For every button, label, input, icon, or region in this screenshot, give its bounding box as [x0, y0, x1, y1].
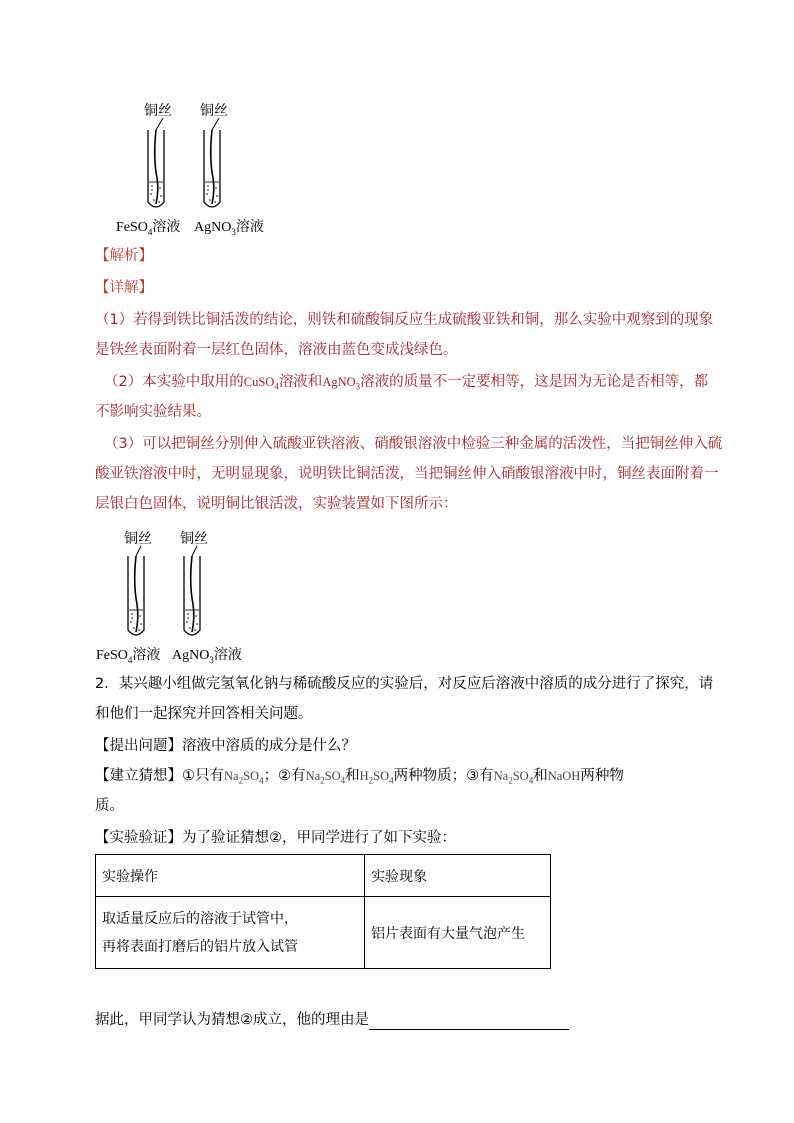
table-cell-operation — [96, 897, 365, 969]
raise-question: 【提出问题】溶液中溶质的成分是什么？ — [95, 738, 356, 754]
tube-label-right: AgNO$_3$溶液 — [194, 220, 264, 237]
wire-label-left: 铜丝 — [144, 103, 172, 119]
table-cell-observation: 铝片表面有大量气泡产生 — [365, 897, 551, 969]
experiment-table — [95, 854, 551, 969]
tube-label-right: AgNO$_3$溶液 — [172, 648, 242, 665]
answer-blank[interactable] — [369, 1015, 569, 1030]
wire-label-left: 铜丝 — [124, 531, 152, 547]
table-header-observation: 实验现象 — [365, 855, 551, 897]
test-tube-figure-2 — [92, 526, 262, 666]
experiment-verify: 【实验验证】为了验证猜想②，甲同学进行了如下实验： — [95, 830, 456, 846]
conclusion-line: 据此，甲同学认为猜想②成立，他的理由是 — [95, 1010, 569, 1030]
table-row — [96, 897, 551, 969]
answer-3-line-2: 酸亚铁溶液中时，无明显现象，说明铁比铜活泼，当把铜丝伸入硝酸银溶液中时，铜丝表面附着一 — [95, 466, 719, 482]
table-header-operation: 实验操作 — [96, 855, 365, 897]
answer-2-line-1: （2）本实验中取用的CuSO$_4$溶液和AgNO$_3$溶液的质量不一定要相等，这是因为无论是否相等，都 — [104, 374, 709, 392]
test-tubes-diagram — [110, 98, 280, 218]
wire-label-right: 铜丝 — [200, 103, 228, 119]
answer-1-line-1: （1）若得到铁比铜活泼的结论，则铁和硫酸铜反应生成硫酸亚铁和铜，那么实验中观察到的现象 — [95, 312, 714, 328]
operation-line-2: 再将表面打磨后的铝片放入试管 — [102, 938, 298, 955]
detail-header: 【详解】 — [95, 280, 153, 296]
answer-2-line-2: 不影响实验结果。 — [95, 404, 211, 420]
tube-label-left: FeSO$_4$溶液 — [116, 220, 181, 237]
answer-1-line-2: 是铁丝表面附着一层红色固体，溶液由蓝色变成浅绿色。 — [95, 342, 458, 358]
table-header-row — [96, 855, 551, 897]
operation-line-1: 取适量反应后的溶液于试管中， — [102, 910, 298, 927]
answer-3-line-1: （3）可以把铜丝分别伸入硫酸亚铁溶液、硝酸银溶液中检验三种金属的活泼性，当把铜丝伸入硫 — [104, 436, 723, 452]
hypotheses-line-1: 【建立猜想】①只有$Na_2SO_4$；②有$Na_2SO_4$和$H_2SO_4$两种物质；③有$Na_2SO_4$和NaOH两种物 — [95, 768, 624, 786]
answer-3-line-3: 层银白色固体，说明铜比银活泼，实验装置如下图所示： — [95, 496, 458, 512]
tube-label-left: FeSO$_4$溶液 — [96, 648, 161, 665]
wire-label-right: 铜丝 — [180, 531, 208, 547]
question-2-line-2: 和他们一起探究并回答相关问题。 — [95, 706, 313, 722]
test-tubes-diagram — [92, 526, 262, 646]
test-tube-figure-1 — [110, 98, 280, 238]
hypotheses-line-2: 质。 — [95, 798, 124, 814]
question-2-line-1: 2．某兴趣小组做完氢氧化钠与稀硫酸反应的实验后，对反应后溶液中溶质的成分进行了探究，请 — [95, 676, 714, 692]
analysis-header: 【解析】 — [95, 248, 153, 264]
